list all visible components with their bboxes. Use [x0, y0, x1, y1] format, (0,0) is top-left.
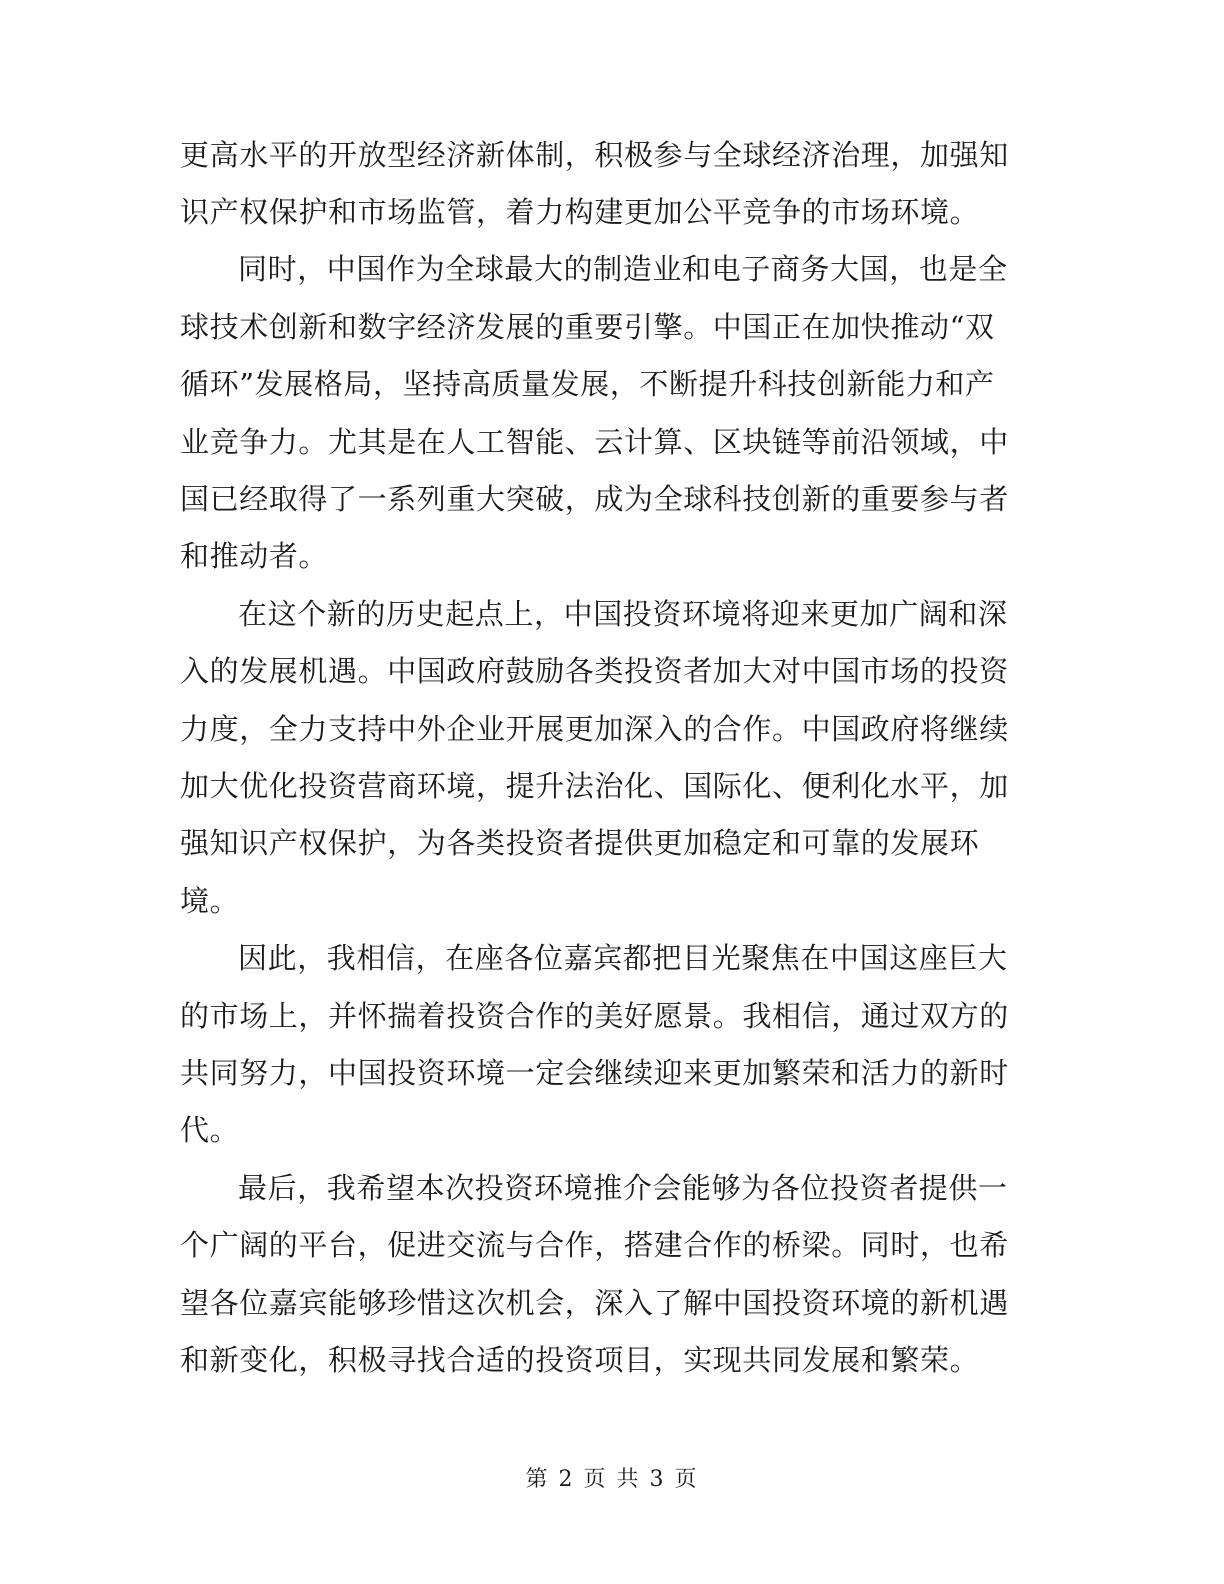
- text-line: 国已经取得了一系列重大突破，成为全球科技创新的重要参与者: [180, 482, 1009, 516]
- paragraph-first-line: 因此，我相信，在座各位嘉宾都把目光聚焦在中国这座巨大: [238, 941, 1008, 975]
- text-line: 入的发展机遇。中国政府鼓励各类投资者加大对中国市场的投资: [180, 654, 1009, 688]
- text-line: 循环”发展格局，坚持高质量发展，不断提升科技创新能力和产: [180, 367, 995, 401]
- text-line: 共同努力，中国投资环境一定会继续迎来更加繁荣和活力的新时: [180, 1056, 1009, 1090]
- text-line: 识产权保护和市场监管，着力构建更加公平竞争的市场环境。: [180, 195, 980, 229]
- text-line: 代。: [180, 1113, 240, 1147]
- paragraph-first-line: 最后，我希望本次投资环境推介会能够为各位投资者提供一: [238, 1171, 1008, 1205]
- text-line: 和新变化，积极寻找合适的投资项目，实现共同发展和繁荣。: [180, 1343, 980, 1377]
- text-line: 强知识产权保护，为各类投资者提供更加稳定和可靠的发展环: [180, 826, 980, 860]
- page-number-footer: 第 2 页 共 3 页: [525, 1467, 699, 1492]
- text-line: 力度，全力支持中外企业开展更加深入的合作。中国政府将继续: [180, 712, 1009, 746]
- text-line: 球技术创新和数字经济发展的重要引擎。中国正在加快推动“双: [180, 310, 995, 344]
- text-line: 加大优化投资营商环境，提升法治化、国际化、便利化水平，加: [180, 769, 1009, 803]
- text-line: 和推动者。: [180, 539, 329, 573]
- paragraph-first-line: 同时，中国作为全球最大的制造业和电子商务大国，也是全: [238, 252, 1008, 286]
- text-line: 望各位嘉宾能够珍惜这次机会，深入了解中国投资环境的新机遇: [180, 1286, 1009, 1320]
- text-line: 境。: [180, 884, 240, 918]
- text-line: 的市场上，并怀揣着投资合作的美好愿景。我相信，通过双方的: [180, 999, 1009, 1033]
- text-line: 个广阔的平台，促进交流与合作，搭建合作的桥梁。同时，也希: [180, 1228, 1009, 1262]
- text-line: 更高水平的开放型经济新体制，积极参与全球经济治理，加强知: [180, 138, 1009, 172]
- text-line: 业竞争力。尤其是在人工智能、云计算、区块链等前沿领域，中: [180, 425, 1009, 459]
- paragraph-first-line: 在这个新的历史起点上，中国投资环境将迎来更加广阔和深: [238, 597, 1008, 631]
